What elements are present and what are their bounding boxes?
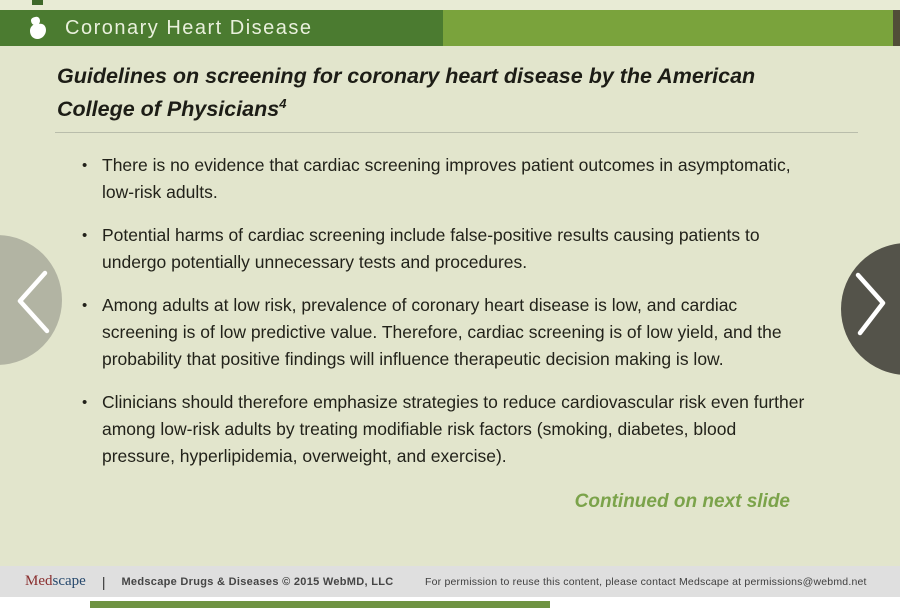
bullet-item: • Potential harms of cardiac screening include false-positive results causing patients to undergo potentially unnecessary tests and procedures. <box>80 222 810 276</box>
bullet-item: • Clinicians should therefore emphasize strategies to reduce cardiovascular risk even further among low-risk adults by treating modifiable risk factors (smoking, diabetes, blood pressure, hyperlipidemia, overweight, and exercise). <box>80 389 810 470</box>
footer-separator: | <box>101 573 106 590</box>
continued-note: Continued on next slide <box>574 491 790 512</box>
page-title: Coronary Heart Disease <box>65 16 313 39</box>
slide-content <box>0 46 900 566</box>
bullet-item: • There is no evidence that cardiac screening improves patient outcomes in asymptomatic, low-risk adults. <box>80 152 810 206</box>
bottom-progress-bar <box>90 601 550 608</box>
previous-slide-button[interactable] <box>0 235 62 365</box>
medscape-logo-scape: scape <box>52 573 86 589</box>
slide-header-bar <box>0 10 900 46</box>
title-divider <box>55 132 858 133</box>
slide-title-line2: College of Physicians <box>57 97 280 122</box>
chevron-left-icon <box>0 235 62 365</box>
slide-title-reference: 4 <box>279 96 287 111</box>
medscape-logo-med: Med <box>25 573 53 589</box>
footer-bar <box>0 566 900 597</box>
bullet-item: • Among adults at low risk, prevalence of coronary heart disease is low, and cardiac screening is of low predictive value. Therefore, cardiac screening is of low yield, and the probability that positive findings will influence therapeutic decision making is low. <box>80 292 810 373</box>
next-slide-button[interactable] <box>841 243 900 375</box>
top-notch <box>32 0 43 5</box>
header-title-segment <box>0 10 443 46</box>
top-strip <box>0 0 900 10</box>
bottom-strip <box>0 597 900 609</box>
slide-title <box>57 62 817 123</box>
bullet-list <box>80 152 810 486</box>
slide-title-line1: Guidelines on screening for coronary heart disease by the American <box>57 64 756 88</box>
medscape-logo <box>25 573 86 590</box>
footer-permission-text: For permission to reuse this content, please contact Medscape at permissions@webmd.net <box>425 575 867 588</box>
footer-copyright: Medscape Drugs & Diseases © 2015 WebMD, LLC <box>121 575 394 588</box>
chevron-right-icon <box>841 243 900 375</box>
header-right-edge <box>893 10 900 46</box>
heart-blob-icon <box>25 15 51 41</box>
